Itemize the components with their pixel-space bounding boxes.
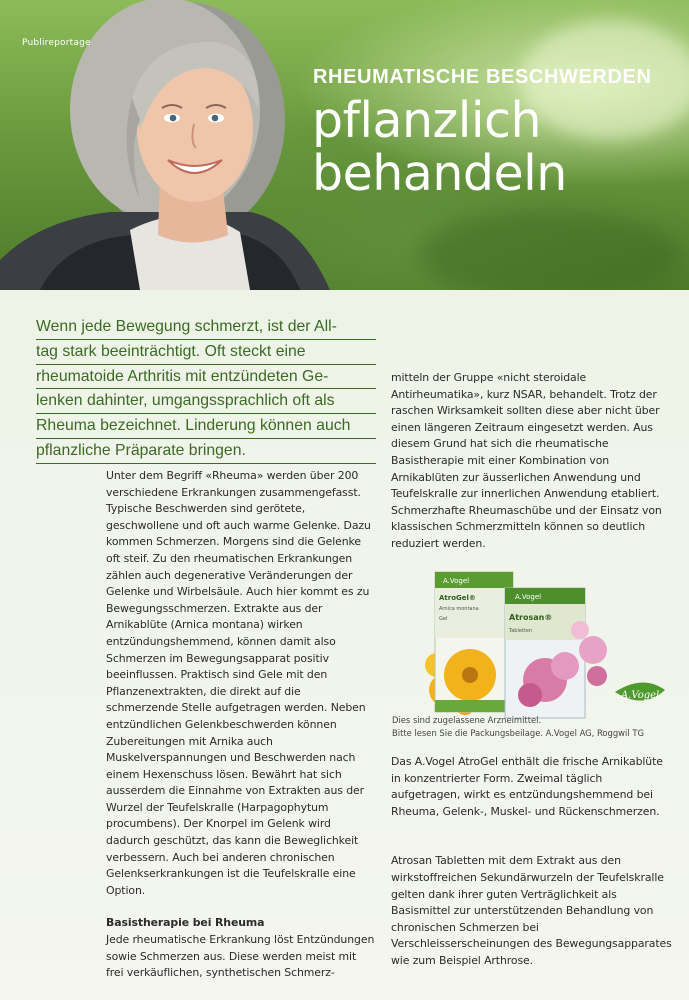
box1-sub: Arnica montana	[439, 606, 479, 612]
body-paragraph: Unter dem Begriff «Rheuma» werden über 200 verschiedene Erkrankungen zusammengefasst. Typische Beschwerden sind gerötete, geschwollene und oft auch warme Gelenke. Dazu kommen Schmerzen. Morgens sind die Gelenke oft steif. Zu den rheumatischen Erkrankungen zählen auch degenerative Veränderungen der Gelenke und Wirbelsäule. Auch hier kommt es zu Bewegungsschmerzen. Extrakte aus der Arnikablüte (Arnica montana) wirken entzündungshemmend, können damit also Schmerzen im Bewegungsapparat positiv beeinflussen. Praktisch sind Gele mit den Pflanzenextrakten, die direkt auf die schmerzende Stelle aufgetragen werden. Neben entzündlichen Gelenkbeschwerden können Zubereitungen mit Arnika auch Muskelverspannungen und Beschwerden nach einem Hexenschuss lösen. Bewährt hat sich ausserdem die Einnahme von Extrakten aus der Wurzel der Teufelskralle (Harpagophytum procumbens). Der Knorpel im Gelenk wird dadurch geschützt, das kann die Beweglichkeit verbessern. Auch bei anderen chronischen Gelenkserkrankungen ist die Teufelskralle eine Option.	[106, 469, 371, 897]
box2-form: Tabletten	[509, 628, 533, 634]
body-paragraph: Jede rheumatische Erkrankung löst Entzündungen sowie Schmerzen aus. Diese werden meist mit frei verkäuflichen, synthetischen Schmerz-	[106, 933, 375, 980]
hero-banner	[0, 0, 689, 290]
body-paragraph: mitteln der Gruppe «nicht steroidale Antirheumatika», kurz NSAR, behandelt. Trotz der raschen Wirksamkeit sollten diese aber nicht über einen längeren Zeitraum eingesetzt werden. Aus diesem Grund hat sich die rheumatische Basistherapie mit einer Kombination von Arnikablüten zur äusserlichen Anwendung und Teufelskralle zur innerlichen Anwendung etabliert. Schmerzhafte Rheumaschübe und der Einsatz von klassischen Schmerzmitteln können so deutlich reduziert werden.	[391, 371, 662, 550]
headline-line-1: pflanzlich	[312, 92, 541, 149]
page-title	[312, 94, 672, 200]
right-column-top	[391, 370, 673, 553]
headline-line-2: behandeln	[312, 145, 567, 202]
publireportage-label: Publireportage	[22, 38, 91, 48]
lead-line: pflanzliche Präparate bringen.	[36, 439, 376, 464]
box2-name: Atrosan®	[509, 613, 553, 622]
box1-form: Gel	[439, 616, 448, 622]
caption-line-2: Bitte lesen Sie die Packungsbeilage. A.Vogel AG, Roggwil TG	[392, 728, 644, 738]
lead-line: tag stark beeinträchtigt. Oft steckt eine	[36, 340, 376, 365]
box1-brand: A.Vogel	[443, 577, 470, 585]
product-image	[415, 570, 665, 720]
box2-brand: A.Vogel	[515, 593, 542, 601]
kicker-heading: RHEUMATISCHE BESCHWERDEN	[313, 66, 652, 88]
left-column	[106, 468, 376, 982]
body-paragraph: Atrosan Tabletten mit dem Extrakt aus den wirkstoffreichen Sekundärwurzeln der Teufelskralle gelten dank ihrer guten Verträglichkeit als Basismittel zur unterstützenden Behandlung von chronischen Schmerzen bei Verschleisserscheinungen des Bewegungsapparates wie zum Beispiel Arthrose.	[391, 854, 672, 967]
lead-line: Rheuma bezeichnet. Linderung können auch	[36, 414, 376, 439]
product-caption	[392, 714, 674, 740]
lead-line: rheumatoide Arthritis mit entzündeten Ge-	[36, 365, 376, 390]
bokeh-dark	[420, 210, 680, 290]
lead-line: lenken dahinter, umgangssprachlich oft als	[36, 389, 376, 414]
body-paragraph: Das A.Vogel AtroGel enthält die frische Arnikablüte in konzentrierter Form. Zweimal täglich aufgetragen, wirkt es entzündungshemmend bei Rheuma, Gelenk-, Muskel- und Rückenschmerzen.	[391, 755, 663, 818]
brand-logo-text: A.Vogel	[621, 690, 660, 701]
box1-name: AtroGel®	[439, 594, 476, 602]
subheading: Basistherapie bei Rheuma	[106, 916, 265, 930]
lead-line: Wenn jede Bewegung schmerzt, ist der All-	[36, 315, 376, 340]
right-column-bottom	[391, 754, 673, 970]
lead-paragraph	[36, 315, 376, 464]
caption-line-1: Dies sind zugelassene Arzneimittel.	[392, 715, 542, 725]
